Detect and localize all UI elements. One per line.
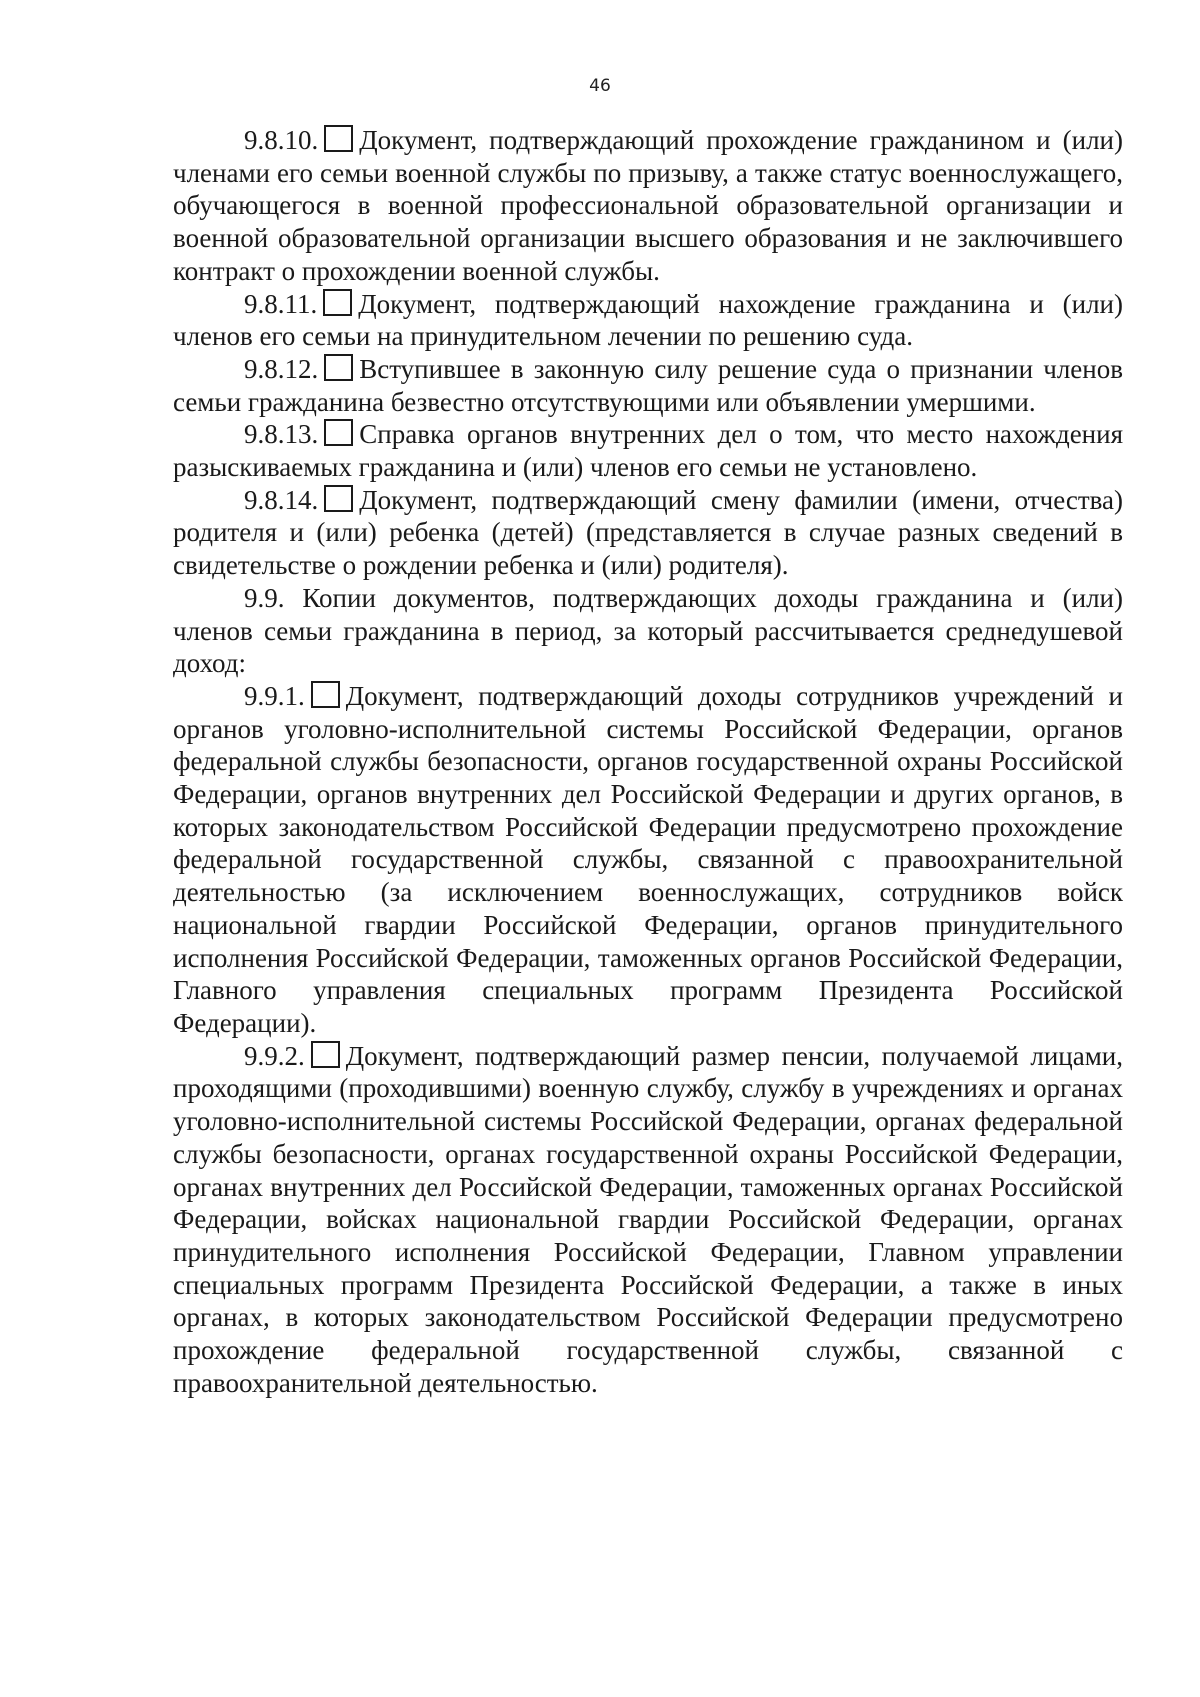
checkbox-9-8-14[interactable]: [324, 485, 353, 512]
item-number: 9.9.2.: [244, 1040, 305, 1071]
page-number: 46: [589, 76, 611, 96]
item-text: Документ, подтверждающий смену фамилии (имени, отчества) родителя и (или) ребенка (детей) (представляется в случае разных сведений в свидетельстве о рождении ребенка и (или) родителя).: [173, 484, 1123, 581]
list-item-9-9-2: [173, 1040, 1123, 1400]
item-number: 9.8.14.: [244, 484, 319, 515]
item-number: 9.8.13.: [244, 419, 319, 450]
item-number: 9.9.: [244, 582, 285, 613]
document-body: [173, 124, 1123, 1399]
item-text: Документ, подтверждающий нахождение гражданина и (или) членов его семьи на принудительном лечении по решению суда.: [173, 288, 1123, 352]
item-text: Справка органов внутренних дел о том, что место нахождения разыскиваемых гражданина и (или) членов его семьи не установлено.: [173, 419, 1123, 483]
checkbox-9-9-1[interactable]: [311, 681, 340, 708]
item-text: Вступившее в законную силу решение суда о признании членов семьи гражданина безвестно отсутствующими или объявлении умершими.: [173, 353, 1123, 417]
item-number: 9.8.12.: [244, 353, 319, 384]
item-number: 9.9.1.: [244, 680, 305, 711]
list-item-9-8-12: [173, 353, 1123, 418]
item-number: 9.8.10.: [244, 125, 319, 155]
checkbox-9-8-10[interactable]: [324, 125, 353, 152]
checkbox-9-9-2[interactable]: [311, 1041, 340, 1068]
list-item-9-8-13: [173, 418, 1123, 483]
item-text: Документ, подтверждающий прохождение гражданином и (или) членами его семьи военной службы по призыву, а также статус военнослужащего, обучающегося в военной профессиональной образовательной организации и военной образовательной организации высшего образования и не заключившего контракт о прохождении военной службы.: [173, 125, 1123, 286]
item-number: 9.8.11.: [244, 288, 318, 319]
list-item-9-8-10: [173, 124, 1123, 288]
list-item-9-9-1: [173, 680, 1123, 1040]
item-text: Документ, подтверждающий доходы сотрудников учреждений и органов уголовно-исполнительной системы Российской Федерации, органов федеральной службы безопасности, органов государственной охраны Российской Федерации, органов внутренних дел Российской Федерации и других органов, в которых законодательством Российской Федерации предусмотрено прохождение федеральной государственной службы, связанной с правоохранительной деятельностью (за исключением военнослужащих, сотрудников войск национальной гвардии Российской Федерации, органов принудительного исполнения Российской Федерации, таможенных органов Российской Федерации, Главного управления специальных программ Президента Российской Федерации).: [173, 680, 1123, 1038]
checkbox-9-8-11[interactable]: [323, 289, 352, 316]
item-text: Документ, подтверждающий размер пенсии, получаемой лицами, проходящими (проходившими) военную службу, службу в учреждениях и органах уголовно-исполнительной системы Российской Федерации, органах федеральной службы безопасности, органах государственной охраны Российской Федерации, органах внутренних дел Российской Федерации, таможенных органах Российской Федерации, войсках национальной гвардии Российской Федерации, органах принудительного исполнения Российской Федерации, Главном управлении специальных программ Президента Российской Федерации, а также в иных органах, в которых законодательством Российской Федерации предусмотрено прохождение федеральной государственной службы, связанной с правоохранительной деятельностью.: [173, 1040, 1123, 1398]
list-item-9-8-14: [173, 484, 1123, 582]
list-item-9-8-11: [173, 288, 1123, 353]
checkbox-9-8-12[interactable]: [324, 354, 353, 381]
item-text: Копии документов, подтверждающих доходы гражданина и (или) членов семьи гражданина в период, за который рассчитывается среднедушевой доход:: [173, 582, 1123, 679]
checkbox-9-8-13[interactable]: [324, 419, 353, 446]
section-heading-9-9: [173, 582, 1123, 680]
